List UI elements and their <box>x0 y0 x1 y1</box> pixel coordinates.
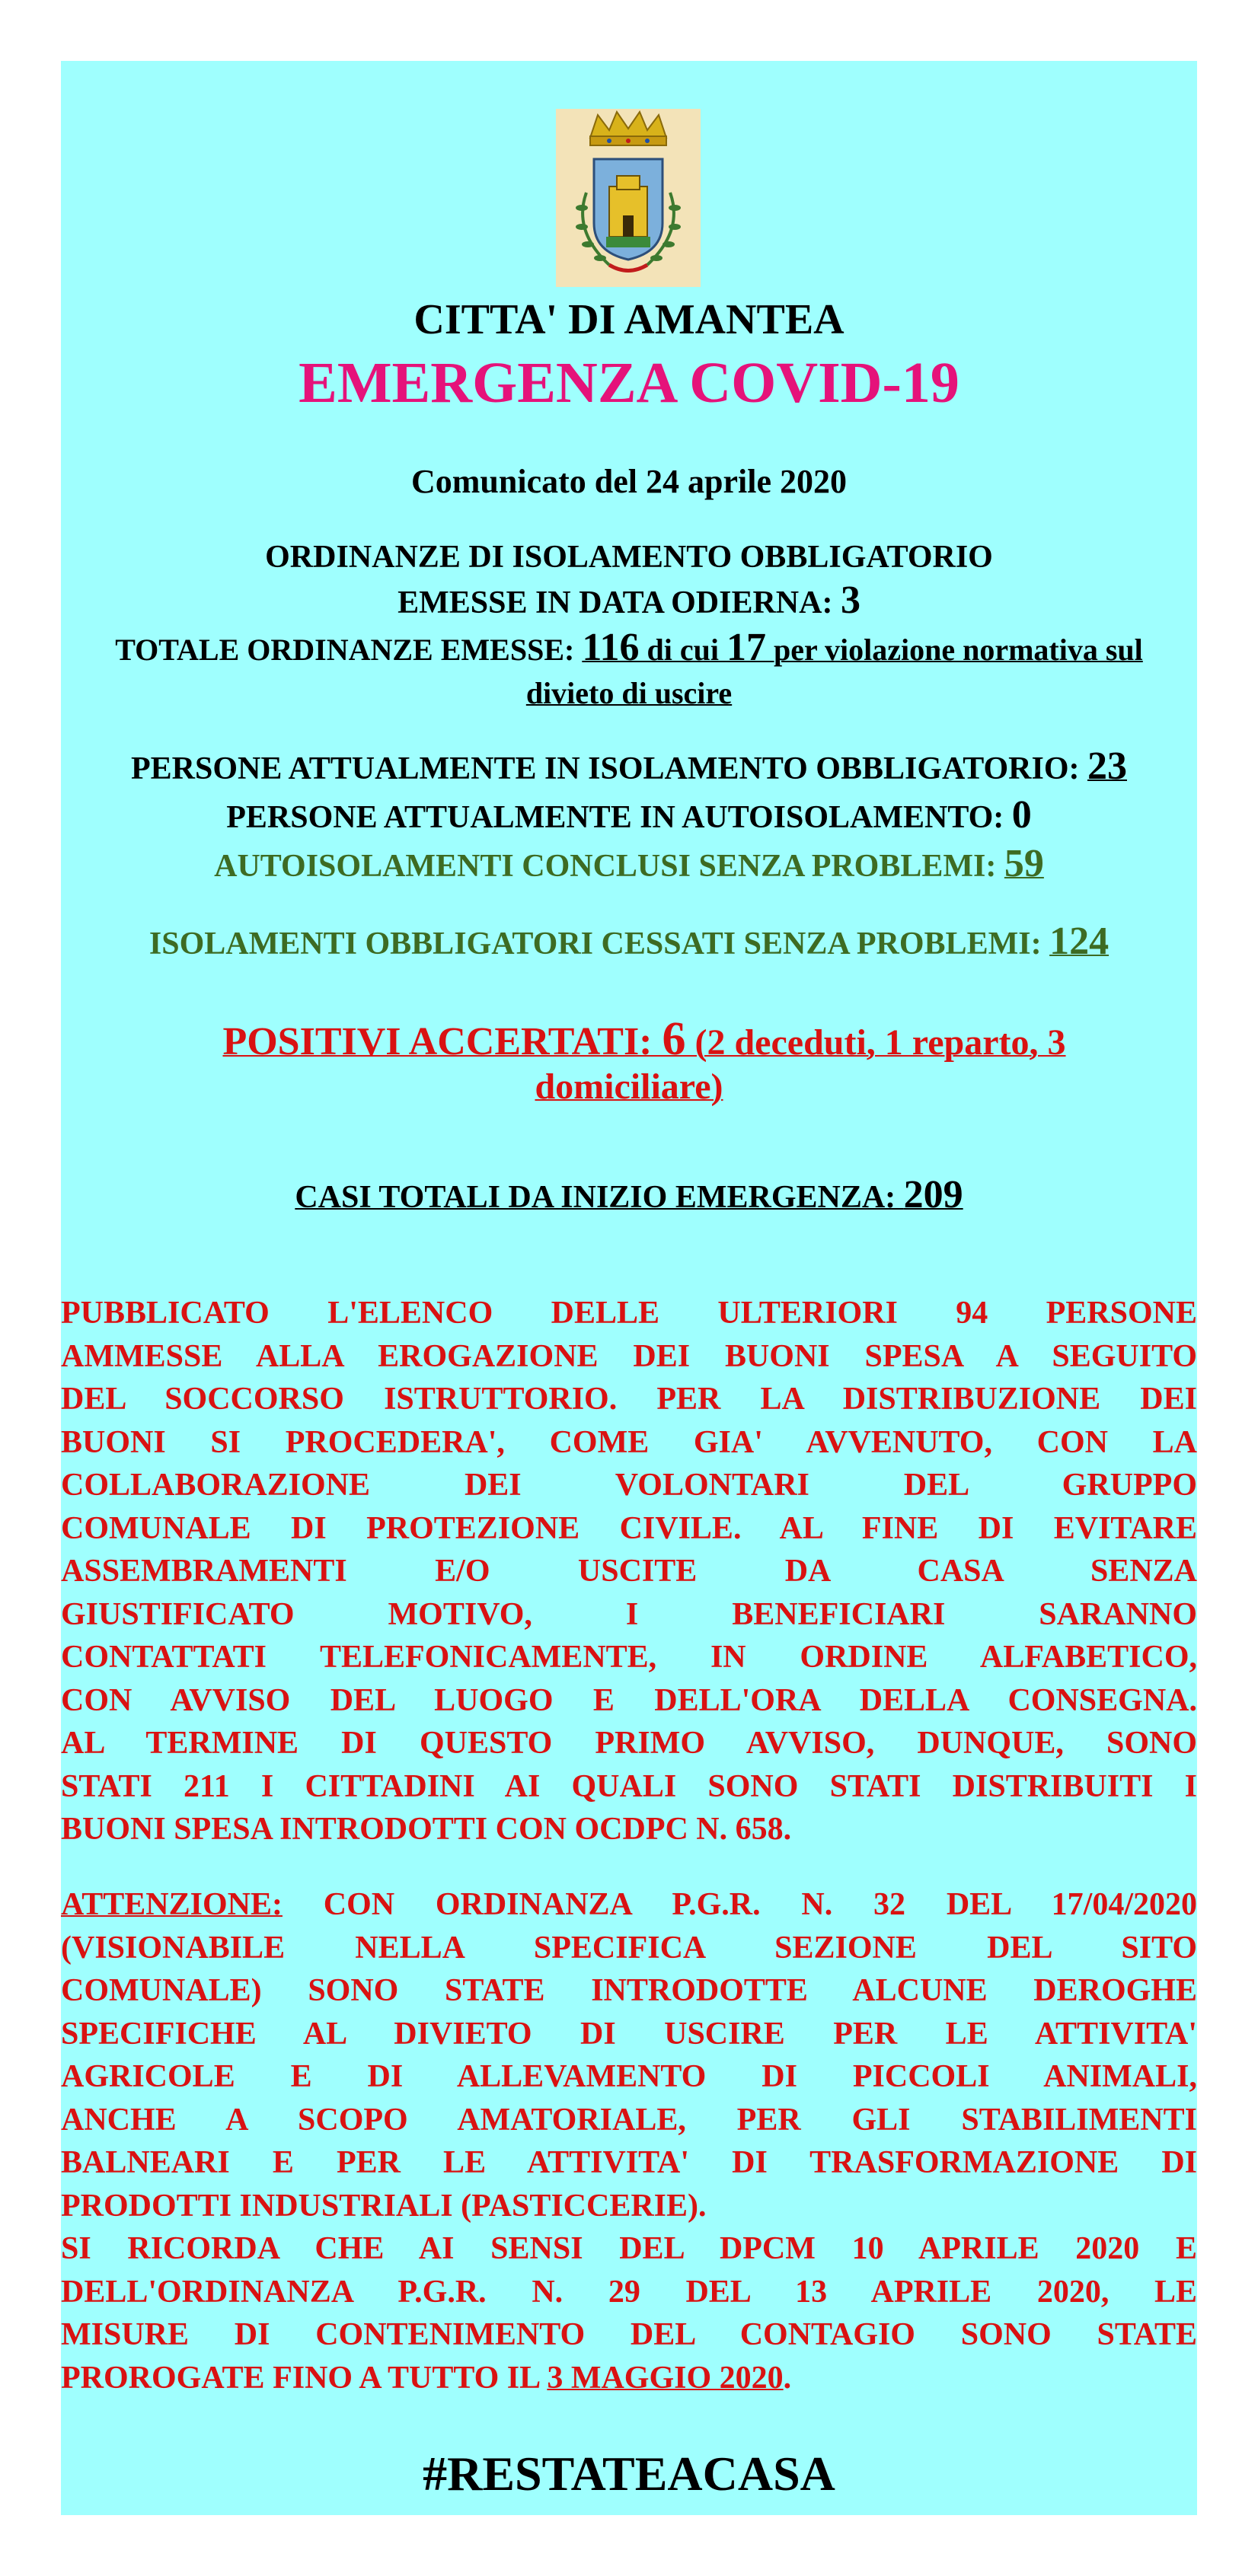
notice-line: GIUSTIFICATO MOTIVO, I BENEFICIARI SARANNO <box>61 1596 1197 1632</box>
shield-icon <box>594 159 663 260</box>
extension-date: 3 MAGGIO 2020 <box>547 2360 784 2396</box>
notice-line: CONTATTATI TELEFONICAMENTE, IN ORDINE ALFABETICO, <box>61 1640 1197 1675</box>
attention-label: ATTENZIONE: <box>61 1887 283 1922</box>
notice-line: COLLABORAZIONE DEI VOLONTARI DEL GRUPPO <box>61 1468 1197 1503</box>
ordinances-heading: ORDINANZE DI ISOLAMENTO OBBLIGATORIO <box>265 540 993 575</box>
notice-line: COMUNALE) SONO STATE INTRODOTTE ALCUNE DEROGHE <box>61 1973 1197 2008</box>
ordinances-total-label: TOTALE ORDINANZE EMESSE: <box>115 633 583 667</box>
page-title: EMERGENZA COVID-19 <box>299 351 959 415</box>
stat-mandatory-isolation-done <box>61 917 1197 968</box>
notice-line: SPECIFICHE AL DIVIETO DI USCIRE PER LE ATTIVITA' <box>61 2016 1197 2052</box>
notice-vouchers <box>61 1292 1197 1851</box>
stat-mandatory-label: PERSONE ATTUALMENTE IN ISOLAMENTO OBBLIGATORIO: <box>131 751 1087 786</box>
ordinances-total <box>61 626 1197 672</box>
positives-detail2: domiciliare) <box>535 1066 723 1107</box>
notice-line: STATI 211 I CITTADINI AI QUALI SONO STATI DISTRIBUITI I <box>61 1768 1197 1804</box>
stat-self-done-value: 59 <box>1004 842 1044 885</box>
communique-date: Comunicato del 24 aprile 2020 <box>411 463 847 500</box>
notice-line: SI RICORDA CHE AI SENSI DEL DPCM 10 APRILE 2020 E <box>61 2231 1197 2266</box>
stat-self-done-label: AUTOISOLAMENTI CONCLUSI SENZA PROBLEMI: <box>214 849 1004 884</box>
positives-label: POSITIVI ACCERTATI: <box>222 1020 663 1063</box>
notice-line: PUBBLICATO L'ELENCO DELLE ULTERIORI 94 PERSONE <box>61 1296 1197 1331</box>
stat-self-label: PERSONE ATTUALMENTE IN AUTOISOLAMENTO: <box>226 800 1012 835</box>
notice-line: PRODOTTI INDUSTRIALI (PASTICCERIE). <box>61 2188 707 2224</box>
attention-text: CON ORDINANZA P.G.R. N. 32 DEL 17/04/2020 <box>282 1887 1197 1922</box>
town-name: CITTA' DI AMANTEA <box>413 296 845 343</box>
notice-line: (VISIONABILE NELLA SPECIFICA SEZIONE DEL SITO <box>61 1930 1197 1965</box>
notice-line <box>61 2357 1197 2400</box>
stat-mandatory-isolation <box>61 742 1197 793</box>
extension-suffix: . <box>783 2360 792 2396</box>
notice-line: COMUNALE DI PROTEZIONE CIVILE. AL FINE DI EVITARE <box>61 1510 1197 1546</box>
extension-prefix: PROROGATE FINO A TUTTO IL <box>61 2360 548 2396</box>
ordinances-violation-value: 17 <box>726 626 766 669</box>
total-cases <box>61 1171 1197 1222</box>
notice-line: CON AVVISO DEL LUOGO E DELL'ORA DELLA CONSEGNA. <box>61 1682 1197 1718</box>
ordinances-of-which: di cui <box>639 633 726 667</box>
notice-line: DELL'ORDINANZA P.G.R. N. 29 DEL 13 APRILE 2020, LE <box>61 2274 1197 2310</box>
notice-line: AGRICOLE E DI ALLEVAMENTO DI PICCOLI ANIMALI, <box>61 2059 1197 2094</box>
ordinances-today-label: EMESSE IN DATA ODIERNA: <box>398 585 841 620</box>
ordinances-total-value: 116 <box>582 626 640 669</box>
hashtag-footer: #RESTATEACASA <box>423 2447 835 2501</box>
positives-value: 6 <box>662 1013 686 1065</box>
positives-line-cont <box>61 1063 1197 1111</box>
notice-line: ASSEMBRAMENTI E/O USCITE DA CASA SENZA <box>61 1554 1197 1589</box>
stat-self-value: 0 <box>1011 793 1032 837</box>
stat-self-isolation-done <box>61 840 1197 891</box>
ordinances-violation-text2: divieto di uscire <box>525 676 733 710</box>
notice-line: AMMESSE ALLA EROGAZIONE DEI BUONI SPESA A SEGUITO <box>61 1338 1197 1374</box>
total-cases-value: 209 <box>903 1173 963 1216</box>
ordinances-total-cont <box>61 673 1197 714</box>
notice-line: DEL SOCCORSO ISTRUTTORIO. PER LA DISTRIBUZIONE DEI <box>61 1382 1197 1417</box>
notice-attention <box>61 1883 1197 2399</box>
ordinances-today-value: 3 <box>840 579 860 622</box>
notice-line: AL TERMINE DI QUESTO PRIMO AVVISO, DUNQUE, SONO <box>61 1726 1197 1761</box>
notice-line: BALNEARI E PER LE ATTIVITA' DI TRASFORMAZIONE DI <box>61 2145 1197 2180</box>
coat-of-arms-logo <box>556 109 701 287</box>
notice-line: ANCHE A SCOPO AMATORIALE, PER GLI STABILIMENTI <box>61 2102 1197 2138</box>
total-cases-label: CASI TOTALI DA INIZIO EMERGENZA: <box>295 1180 904 1215</box>
positives-line <box>61 1012 1197 1070</box>
notice-line: BUONI SI PROCEDERA', COME GIA' AVVENUTO, CON LA <box>61 1424 1197 1460</box>
ordinances-today <box>61 579 1197 625</box>
stat-self-isolation <box>61 791 1197 842</box>
notice-line: BUONI SPESA INTRODOTTI CON OCDPC N. 658. <box>61 1812 792 1847</box>
stat-mandatory-done-label: ISOLAMENTI OBBLIGATORI CESSATI SENZA PROBLEMI: <box>148 926 1050 961</box>
positives-detail: (2 deceduti, 1 reparto, 3 <box>685 1022 1066 1063</box>
stat-mandatory-done-value: 124 <box>1049 920 1110 963</box>
stat-mandatory-value: 23 <box>1087 744 1127 788</box>
notice-line <box>61 1883 1197 1927</box>
ordinances-violation-text: per violazione normativa sul <box>765 633 1143 667</box>
notice-line: MISURE DI CONTENIMENTO DEL CONTAGIO SONO STATE <box>61 2317 1197 2352</box>
